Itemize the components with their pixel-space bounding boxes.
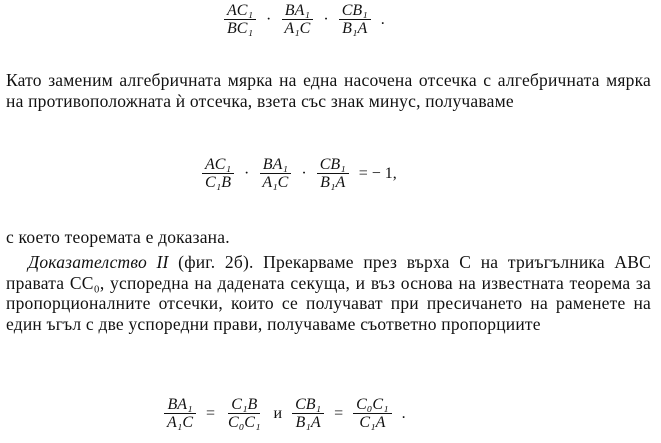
denominator: C₀C₁ <box>228 414 261 431</box>
numerator: BA₁ <box>282 2 313 20</box>
equation-proportions <box>160 396 406 431</box>
fraction <box>202 156 234 191</box>
numerator: CB₁ <box>317 156 349 174</box>
denominator: BC₁ <box>227 20 254 37</box>
numerator: CB₁ <box>292 396 324 414</box>
denominator: C₁B <box>205 174 232 191</box>
equation-ratios-1 <box>220 2 385 37</box>
fraction <box>281 2 313 37</box>
denominator: A₁C <box>262 174 289 191</box>
numerator: BA₁ <box>164 396 195 414</box>
paragraph-proof-2 <box>6 252 651 334</box>
fraction <box>317 156 349 191</box>
paragraph-conclusion: с което теоремата е доказана. <box>6 227 230 247</box>
equation-end: . <box>380 10 385 28</box>
numerator: BA₁ <box>260 156 291 174</box>
numerator: C₀C₁ <box>353 396 391 414</box>
denominator: A₁C <box>284 20 311 37</box>
equation-ratios-2 <box>198 156 397 191</box>
conjunction: и <box>273 404 283 422</box>
numerator: AC₁ <box>202 156 234 174</box>
denominator: B₁A <box>320 174 346 191</box>
denominator: B₁A <box>295 414 321 431</box>
denominator: A₁C <box>167 414 194 431</box>
paragraph-substitution: Като заменим алгебричната мярка на една насочена отсечка с алгебричната мярка на противоположната ѝ отсечка, взета със знак минус, получаваме <box>6 70 651 111</box>
equals-sign: = <box>334 404 344 422</box>
numerator: AC₁ <box>224 2 256 20</box>
fraction <box>224 2 256 37</box>
operator: · <box>323 10 329 28</box>
denominator: B₁A <box>342 20 368 37</box>
numerator: CB₁ <box>339 2 371 20</box>
operator: · <box>266 10 272 28</box>
numerator: C₁B <box>228 396 260 414</box>
proof-text: (фиг. 2б). Прекарваме през върха C на триъгълника ABC правата CC₀, успоредна на дадената секуща, и въз основа на известната теорема за пропорционалните отсечки, които се получават при пресичането на раменете на един ъгъл с две успоредни прави, получаваме съответно пропорциите <box>6 252 651 334</box>
fraction <box>339 2 371 37</box>
equation-rhs: = − 1, <box>358 164 397 182</box>
equals-sign: = <box>206 404 216 422</box>
fraction <box>292 396 324 431</box>
fraction <box>225 396 263 431</box>
fraction <box>353 396 391 431</box>
fraction <box>164 396 196 431</box>
operator: · <box>301 164 307 182</box>
equation-end: . <box>401 404 406 422</box>
operator: · <box>244 164 250 182</box>
denominator: C₁A <box>359 414 386 431</box>
proof-label: Доказателство II <box>28 252 169 272</box>
fraction <box>259 156 291 191</box>
